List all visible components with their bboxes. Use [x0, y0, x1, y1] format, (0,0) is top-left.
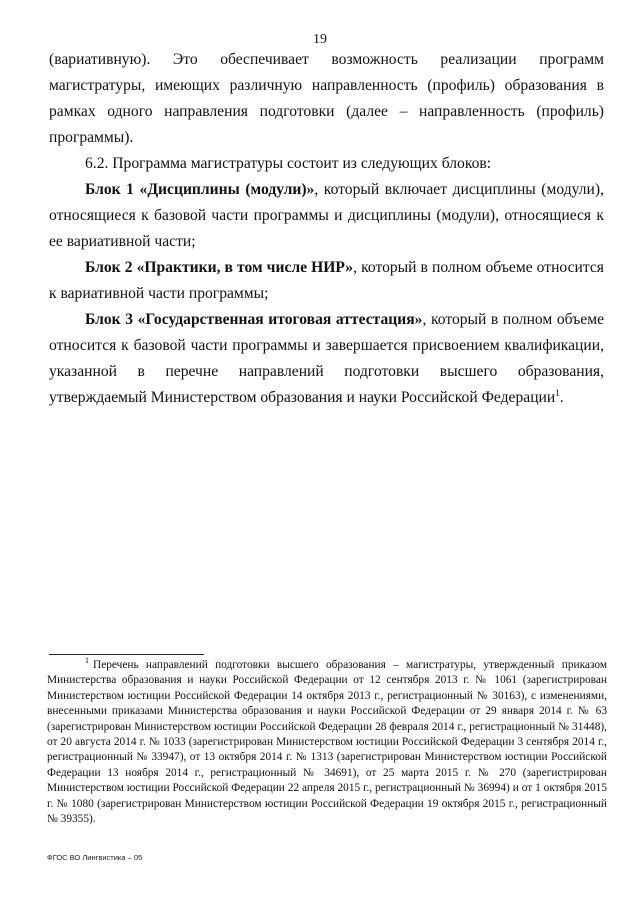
paragraph-block-2 — [49, 255, 604, 307]
footnote — [47, 658, 607, 827]
page-number: 19 — [313, 32, 327, 47]
document-id: ФГОС ВО Лингвистика – 05 — [47, 853, 143, 862]
main-text — [49, 47, 604, 411]
block-3-description: , который в полном объеме относится к базовой части программы и завершается присвоением квалификации, указанной в перечне направлений подготовки высшего образования, утверждаемый Министерством образования и науки Российской Федерации — [49, 311, 604, 406]
paragraph-variative: (вариативную). Это обеспечивает возможность реализации программ магистратуры, имеющих различную направленность (профиль) образования в рамках одного направления подготовки (далее – направленность (профиль) программы). — [49, 51, 604, 146]
block-3-title: Блок 3 «Государственная итоговая аттестация» — [85, 311, 423, 328]
block-1-description: , который включает дисциплины (модули), относящиеся к базовой части программы и дисциплины (модули), относящиеся к ее вариативной части; — [49, 181, 604, 250]
block-2-description: , который в полном объеме относится к вариативной части программы; — [49, 259, 604, 302]
block-2-title: Блок 2 «Практики, в том числе НИР» — [85, 259, 354, 276]
footnote-mark: 1 — [85, 656, 89, 666]
footnote-reference[interactable]: 1 — [555, 387, 560, 398]
footnote-separator — [49, 654, 204, 655]
final-period: . — [559, 389, 564, 406]
footnote-paragraph — [47, 658, 607, 827]
paragraph-block-1 — [49, 177, 604, 255]
footnote-text: Перечень направлений подготовки высшего образования – магистратуры, утвержденный приказом Министерства образования и науки Российской Федерации от 12 сентября 2013 г. № 1061 (зарегистрирован Министерством юстиции Российской Федерации 14 октября 2013 г., регистрационный № 30163), с изменениями, внесенными приказами Министерства образования и науки Российской Федерации от 29 января 2014 г. № 63 (зарегистрирован Министерством юстиции Российской Федерации 28 февраля 2014 г., регистрационный № 31448), от 20 августа 2014 г. № 1033 (зарегистрирован Министерством юстиции Российской Федерации 3 сентября 2014 г., регистрационный № 33947), от 13 октября 2014 г. № 1313 (зарегистрирован Министерством юстиции Российской Федерации 13 ноября 2014 г., регистрационный № 34691), от 25 марта 2015 г. № 270 (зарегистрирован Министерством юстиции Российской Федерации 22 апреля 2015 г., регистрационный № 36994) и от 1 октября 2015 г. № 1080 (зарегистрирован Министерством юстиции Российской Федерации 19 октября 2015 г., регистрационный № 39355). — [47, 659, 607, 826]
paragraph-blocks-intro: 6.2. Программа магистратуры состоит из следующих блоков: — [85, 155, 492, 172]
block-1-title: Блок 1 «Дисциплины (модули)» — [85, 181, 315, 198]
paragraph-block-3 — [49, 307, 604, 411]
